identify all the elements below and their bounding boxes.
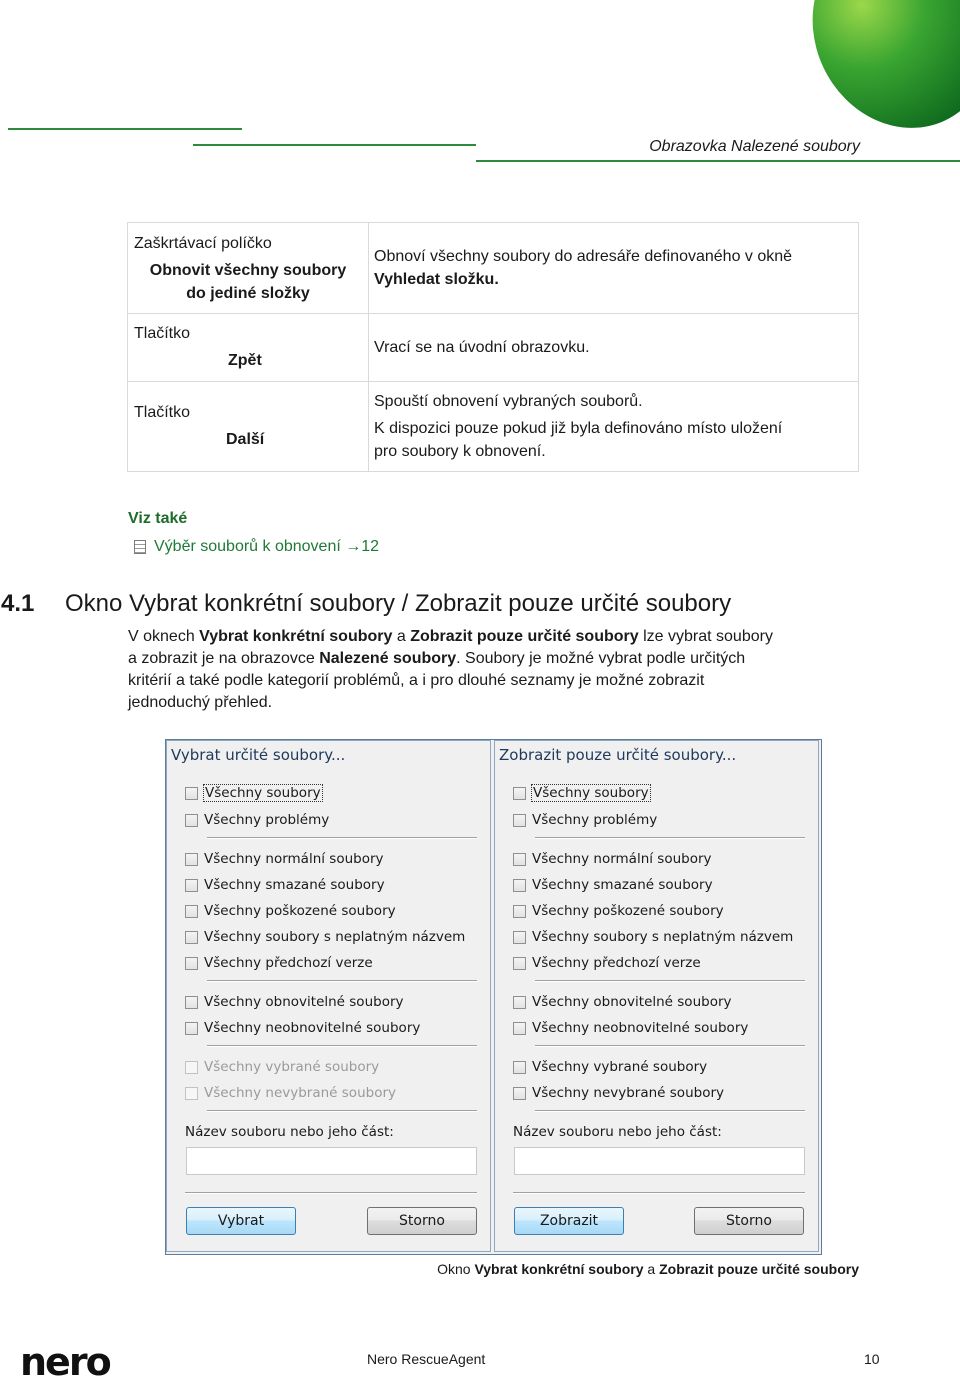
see-also-title: Viz také [128,510,188,527]
header-rule-2 [193,144,476,146]
section-title: Okno Vybrat konkrétní soubory / Zobrazit pouze určité soubory [65,590,732,617]
checkbox-selected-files: Všechny vybrané soubory [185,1059,379,1075]
checkbox-previous-versions[interactable]: Všechny předchozí verze [185,955,373,971]
nero-logo: nero [20,1340,110,1384]
checkbox-recoverable-files[interactable]: Všechny obnovitelné soubory [185,994,404,1010]
description-line: pro soubory k obnovení. [374,443,546,460]
section-paragraph-line: V oknech Vybrat konkrétní soubory a Zobrazit pouze určité soubory lze vybrat soubory [128,628,773,645]
checkbox-selected-files[interactable]: Všechny vybrané soubory [513,1059,707,1075]
description-line: Obnoví všechny soubory do adresáře definovaného v okně [374,248,793,265]
element-name: Další [226,431,265,448]
checkbox-recoverable-files[interactable]: Všechny obnovitelné soubory [513,994,732,1010]
checkbox-normal-files[interactable]: Všechny normální soubory [513,851,712,867]
element-name: Zpět [228,352,262,369]
checkbox-icon[interactable] [185,931,198,944]
checkbox-icon[interactable] [513,814,526,827]
checkbox-unrecoverable-files[interactable]: Všechny neobnovitelné soubory [513,1020,748,1036]
element-kind: Zaškrtávací políčko [134,235,272,252]
separator [513,1192,805,1194]
checkbox-all-problems[interactable]: Všechny problémy [185,812,329,828]
checkbox-icon[interactable] [513,1061,526,1074]
description-line: K dispozici pouze pokud již byla definováno místo uložení [374,420,783,437]
checkbox-deleted-files[interactable]: Všechny smazané soubory [185,877,385,893]
description-line: Vyhledat složku. [374,271,499,288]
description-line: Spouští obnovení vybraných souborů. [374,393,643,410]
checkbox-damaged-files[interactable]: Všechny poškozené soubory [513,903,724,919]
checkbox-icon[interactable] [513,1087,526,1100]
checkbox-all-files[interactable]: Všechny soubory [513,785,650,801]
table-cell-element [128,382,369,472]
checkbox-icon[interactable] [185,996,198,1009]
nero-green-drop-logo [781,0,960,158]
show-button[interactable]: Zobrazit [514,1207,624,1235]
cancel-button[interactable]: Storno [694,1207,804,1235]
checkbox-unselected-files[interactable]: Všechny nevybrané soubory [513,1085,724,1101]
separator [207,1110,477,1112]
checkbox-icon[interactable] [513,996,526,1009]
checkbox-previous-versions[interactable]: Všechny předchozí verze [513,955,701,971]
checkbox-normal-files[interactable]: Všechny normální soubory [185,851,384,867]
filename-input[interactable] [514,1147,805,1175]
see-also-link[interactable] [134,538,379,556]
checkbox-icon[interactable] [185,1022,198,1035]
checkbox-icon[interactable] [513,853,526,866]
checkbox-icon[interactable] [513,931,526,944]
options-table [127,222,859,472]
table-cell-element [128,223,369,314]
table-row [128,223,859,314]
checkbox-icon [185,1087,198,1100]
table-cell-description [369,223,859,314]
section-paragraph-line: kritérií a také podle kategorií problémů, a i pro dlouhé seznamy je možné zobrazit [128,672,705,689]
figure-caption: Okno Vybrat konkrétní soubory a Zobrazit pouze určité soubory [437,1261,859,1277]
element-name: Obnovit všechny soubory [149,262,347,279]
header-rule-1 [8,128,242,130]
checkbox-icon[interactable] [513,1022,526,1035]
separator [185,1192,477,1194]
checkbox-icon[interactable] [185,814,198,827]
select-files-dialog [166,740,491,1252]
checkbox-all-files[interactable]: Všechny soubory [185,785,322,801]
page-number: 10 [864,1351,880,1367]
table-row [128,382,859,472]
checkbox-icon[interactable] [513,787,526,800]
header-rule-3 [476,160,960,162]
separator [207,837,477,839]
checkbox-icon[interactable] [513,905,526,918]
checkbox-icon[interactable] [185,957,198,970]
separator [207,1045,477,1047]
footer-product-name: Nero RescueAgent [367,1351,486,1367]
dialog-title: Vybrat určité soubory... [171,746,346,764]
section-number: 4.1 [1,590,35,617]
checkbox-icon[interactable] [185,853,198,866]
page-header-title: Obrazovka Nalezené soubory [649,138,860,155]
document-page-icon [134,540,146,554]
filename-label: Název souboru nebo jeho část: [185,1124,394,1140]
checkbox-icon[interactable] [185,905,198,918]
section-paragraph-line: jednoduchý přehled. [128,694,273,711]
checkbox-icon[interactable] [513,879,526,892]
element-kind: Tlačítko [134,404,191,421]
element-name: do jediné složky [186,285,310,302]
checkbox-icon[interactable] [185,787,198,800]
dialog-title: Zobrazit pouze určité soubory... [499,746,737,764]
checkbox-icon[interactable] [513,957,526,970]
checkbox-icon [185,1061,198,1074]
select-button[interactable]: Vybrat [186,1207,296,1235]
show-files-dialog [494,740,819,1252]
separator [535,1045,805,1047]
filename-input[interactable] [186,1147,477,1175]
checkbox-all-problems[interactable]: Všechny problémy [513,812,657,828]
see-also-link-text[interactable]: Výběr souborů k obnovení →12 [154,538,380,555]
separator [535,1110,805,1112]
separator [535,837,805,839]
dialogs-screenshot [165,739,822,1255]
description-line: Vrací se na úvodní obrazovku. [374,339,590,356]
element-kind: Tlačítko [134,325,191,342]
checkbox-damaged-files[interactable]: Všechny poškozené soubory [185,903,396,919]
table-cell-element [128,314,369,382]
checkbox-icon[interactable] [185,879,198,892]
checkbox-invalid-name-files[interactable]: Všechny soubory s neplatným názvem [185,929,465,945]
checkbox-unrecoverable-files[interactable]: Všechny neobnovitelné soubory [185,1020,420,1036]
separator [535,980,805,982]
table-cell-description [369,314,859,382]
filename-label: Název souboru nebo jeho část: [513,1124,722,1140]
checkbox-deleted-files[interactable]: Všechny smazané soubory [513,877,713,893]
section-paragraph-line: a zobrazit je na obrazovce Nalezené soubory. Soubory je možné vybrat podle určitých [128,650,746,667]
table-cell-description [369,382,859,472]
checkbox-invalid-name-files[interactable]: Všechny soubory s neplatným názvem [513,929,793,945]
separator [207,980,477,982]
table-row [128,314,859,382]
cancel-button[interactable]: Storno [367,1207,477,1235]
checkbox-unselected-files: Všechny nevybrané soubory [185,1085,396,1101]
